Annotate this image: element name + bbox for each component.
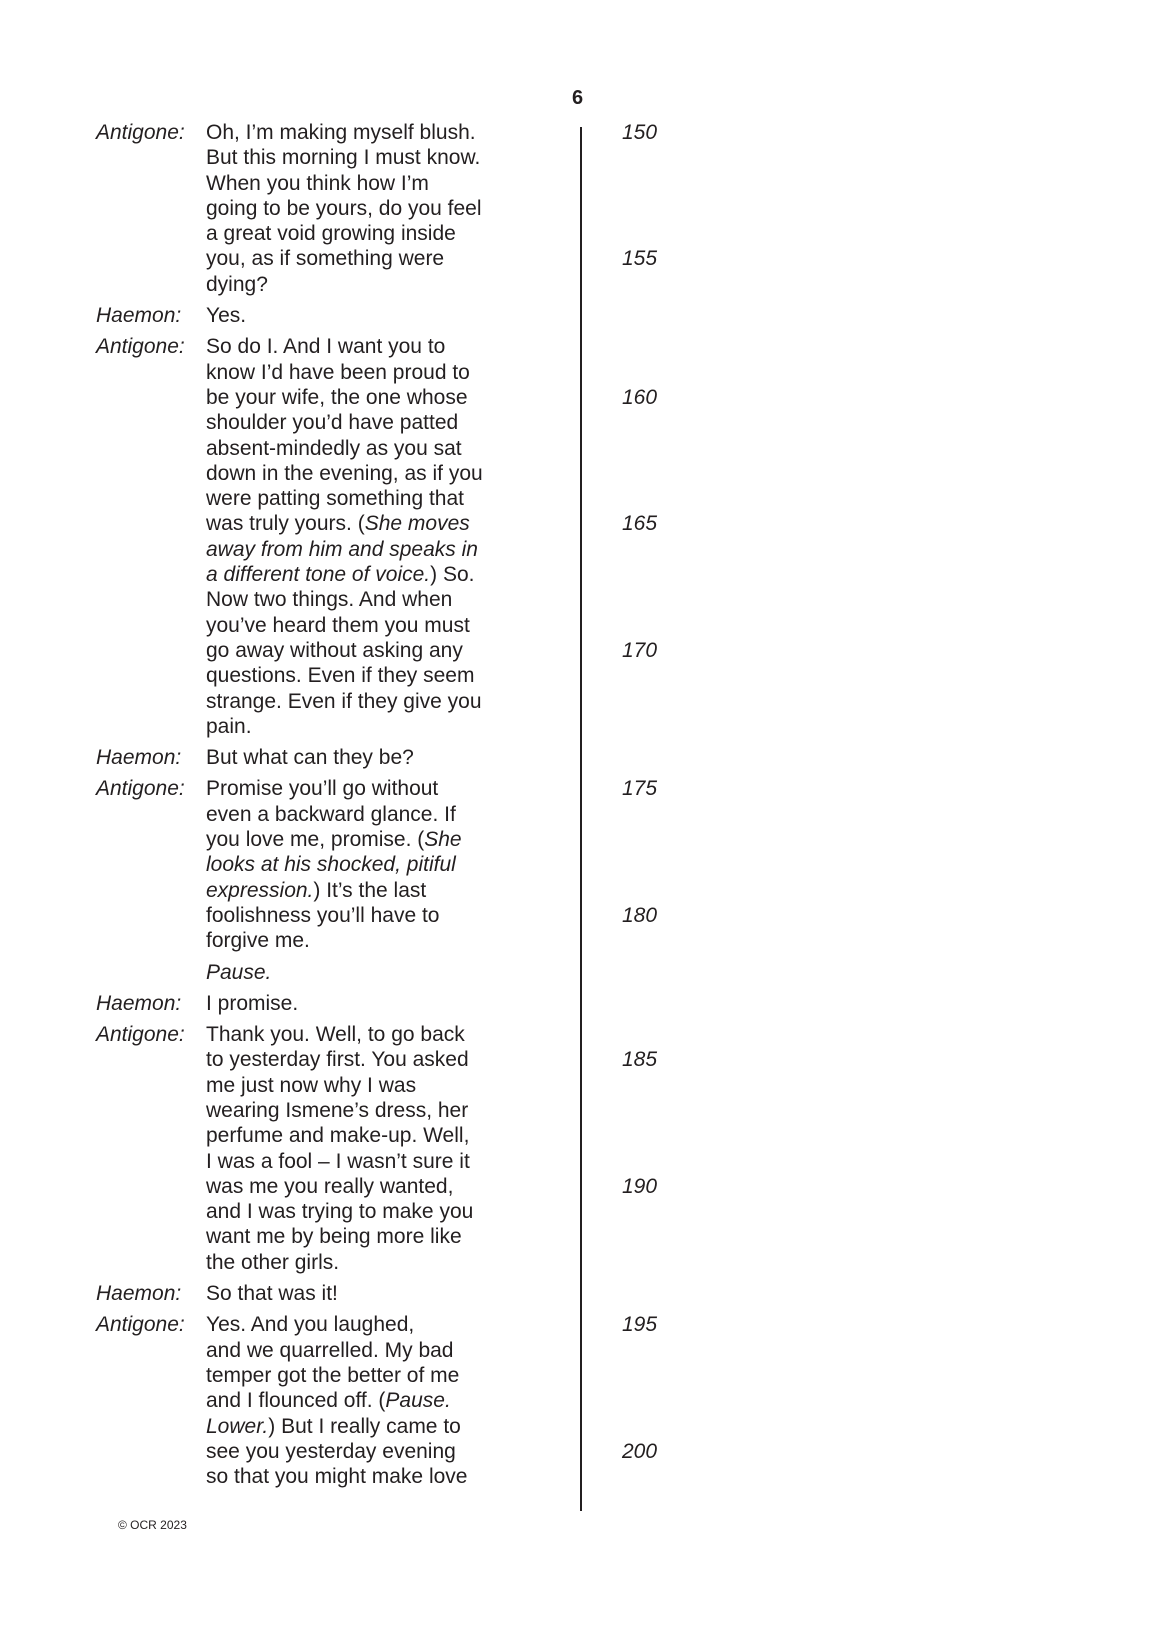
dialogue-entry: [96, 960, 576, 985]
line-text: temper got the better of me: [206, 1363, 460, 1387]
speech-line: [206, 745, 576, 770]
line-text: want me by being more like: [206, 1225, 462, 1249]
speech-line: [206, 827, 576, 852]
dialogue-entry: [96, 1281, 576, 1306]
speech-line: [206, 776, 658, 801]
line-text: even a backward glance. If: [206, 802, 456, 826]
speech-line: [206, 1022, 576, 1047]
dialogue-entry: [96, 776, 658, 953]
dialogue-entry: [96, 334, 658, 739]
speech-line: [206, 1098, 576, 1123]
line-text: the other girls.: [206, 1250, 340, 1274]
dialogue-entry: [96, 991, 576, 1016]
speech-line: [206, 1123, 576, 1148]
line-number: 195: [622, 1313, 658, 1337]
stage-direction-text: Lower.: [206, 1414, 269, 1438]
dialogue-entry: [96, 745, 576, 770]
stage-direction-text: expression.: [206, 878, 314, 902]
line-text: and I flounced off. (: [206, 1389, 386, 1413]
dialogue-entry: [96, 303, 576, 328]
speech-line: [206, 171, 576, 196]
line-text: to yesterday first. You asked: [206, 1048, 469, 1072]
speech-line: [206, 511, 658, 536]
line-text: questions. Even if they seem: [206, 664, 475, 688]
line-number: 200: [622, 1439, 658, 1463]
speech-line: [206, 991, 576, 1016]
speech-lines: [206, 303, 576, 328]
speech-line: [206, 486, 576, 511]
line-text: But what can they be?: [206, 746, 414, 770]
line-text: you love me, promise. (: [206, 828, 425, 852]
line-number: 185: [622, 1048, 658, 1072]
speech-line: [206, 852, 576, 877]
line-text: I was a fool – I wasn’t sure it: [206, 1149, 470, 1173]
line-text: a great void growing inside: [206, 222, 456, 246]
line-text: Promise you’ll go without: [206, 777, 439, 801]
line-text: absent-mindedly as you sat: [206, 436, 462, 460]
line-number: 170: [622, 638, 658, 662]
line-text: So do I. And I want you to: [206, 335, 446, 359]
line-number: 180: [622, 903, 658, 927]
line-text: When you think how I’m: [206, 171, 429, 195]
speech-line: [206, 587, 576, 612]
line-number: 190: [622, 1174, 658, 1198]
line-text: Yes.: [206, 304, 247, 328]
speech-line: [206, 436, 576, 461]
line-text: I promise.: [206, 991, 299, 1015]
line-number: 165: [622, 512, 658, 536]
speech-line: [206, 638, 658, 663]
speaker-name: Antigone:: [96, 1023, 185, 1047]
line-number: 160: [622, 385, 658, 409]
script-text: [96, 120, 658, 1495]
dialogue-entry: [96, 1022, 658, 1275]
line-text: strange. Even if they give you: [206, 689, 482, 713]
stage-direction-text: away from him and speaks in: [206, 537, 478, 561]
line-text: So that was it!: [206, 1282, 338, 1306]
speech-line: [206, 878, 576, 903]
speech-line: [206, 334, 576, 359]
stage-direction-text: Pause.: [206, 960, 272, 984]
line-text: dying?: [206, 272, 268, 296]
stage-direction-text: looks at his shocked, pitiful: [206, 853, 456, 877]
line-text: Yes. And you laughed,: [206, 1313, 415, 1337]
line-text: forgive me.: [206, 929, 310, 953]
speech-line: [206, 928, 576, 953]
speaker-name: Antigone:: [96, 1313, 185, 1337]
speech-lines: [206, 745, 576, 770]
speech-line: [206, 1250, 576, 1275]
line-text: ) But I really came to: [268, 1414, 461, 1438]
speaker-name: Antigone:: [96, 777, 185, 801]
dialogue-entry: [96, 120, 658, 297]
line-text: was me you really wanted,: [206, 1174, 454, 1198]
speech-line: [206, 196, 576, 221]
speech-line: [206, 1363, 576, 1388]
speaker-name: Haemon:: [96, 304, 182, 328]
speech-line: [206, 246, 658, 271]
line-text: so that you might make love: [206, 1465, 468, 1489]
line-text: foolishness you’ll have to: [206, 903, 440, 927]
speech-line: [206, 120, 658, 145]
line-text: and I was trying to make you: [206, 1200, 474, 1224]
margin-rule: [580, 127, 582, 1511]
speech-line: [206, 385, 658, 410]
speaker-name: Haemon:: [96, 1282, 182, 1306]
speech-line: [206, 613, 576, 638]
speech-line: [206, 1388, 576, 1413]
speaker-name: Haemon:: [96, 746, 182, 770]
speech-line: [206, 303, 576, 328]
speech-line: [206, 1224, 576, 1249]
line-number: 175: [622, 777, 658, 801]
speech-line: [206, 960, 576, 985]
line-text: Oh, I’m making myself blush.: [206, 121, 476, 144]
line-text: was truly yours. (: [206, 512, 365, 536]
speech-lines: [206, 1022, 658, 1275]
line-text: pain.: [206, 714, 252, 738]
line-text: know I’d have been proud to: [206, 360, 470, 384]
page-number: 6: [572, 87, 584, 109]
speech-line: [206, 1199, 576, 1224]
speech-line: [206, 1312, 658, 1337]
speech-lines: [206, 120, 658, 297]
speech-line: [206, 537, 576, 562]
speech-line: [206, 1464, 576, 1489]
speech-lines: [206, 776, 658, 953]
line-text: and we quarrelled. My bad: [206, 1338, 454, 1362]
speech-line: [206, 221, 576, 246]
line-text: Now two things. And when: [206, 588, 453, 612]
speech-line: [206, 663, 576, 688]
line-text: But this morning I must know.: [206, 146, 481, 170]
stage-direction-text: a different tone of voice.: [206, 563, 431, 587]
speaker-name: Antigone:: [96, 335, 185, 359]
line-text: down in the evening, as if you: [206, 461, 483, 485]
speech-lines: [206, 960, 576, 985]
stage-direction-text: Pause.: [385, 1389, 451, 1413]
speech-line: [206, 1414, 576, 1439]
speech-line: [206, 1047, 658, 1072]
speech-line: [206, 1338, 576, 1363]
line-text: see you yesterday evening: [206, 1439, 456, 1463]
speech-line: [206, 562, 576, 587]
stage-direction-text: She: [424, 828, 462, 852]
speech-line: [206, 272, 576, 297]
line-text: you’ve heard them you must: [206, 613, 470, 637]
speech-line: [206, 714, 576, 739]
line-text: ) It’s the last: [313, 878, 427, 902]
speech-line: [206, 1174, 658, 1199]
speech-lines: [206, 334, 658, 739]
stage-direction-text: She moves: [364, 512, 470, 536]
line-text: were patting something that: [206, 487, 464, 511]
speech-lines: [206, 1281, 576, 1306]
dialogue-entry: [96, 1312, 658, 1489]
copyright-notice: © OCR 2023: [118, 1518, 187, 1532]
speech-line: [206, 1281, 576, 1306]
speech-line: [206, 145, 576, 170]
speech-lines: [206, 1312, 658, 1489]
speech-line: [206, 461, 576, 486]
line-number: 150: [622, 121, 658, 144]
speech-line: [206, 1073, 576, 1098]
speech-line: [206, 1439, 658, 1464]
line-text: Thank you. Well, to go back: [206, 1023, 465, 1047]
line-text: go away without asking any: [206, 638, 463, 662]
speaker-name: Antigone:: [96, 121, 185, 144]
speech-line: [206, 410, 576, 435]
speech-line: [206, 1149, 576, 1174]
speech-lines: [206, 991, 576, 1016]
line-number: 155: [622, 247, 658, 271]
line-text: wearing Ismene’s dress, her: [206, 1098, 469, 1122]
line-text: shoulder you’d have patted: [206, 411, 459, 435]
speech-line: [206, 802, 576, 827]
speaker-name: Haemon:: [96, 991, 182, 1015]
line-text: you, as if something were: [206, 247, 445, 271]
line-text: ) So.: [430, 563, 475, 587]
speech-line: [206, 689, 576, 714]
line-text: going to be yours, do you feel: [206, 196, 482, 220]
speech-line: [206, 903, 658, 928]
line-text: perfume and make-up. Well,: [206, 1124, 470, 1148]
line-text: be your wife, the one whose: [206, 385, 468, 409]
line-text: me just now why I was: [206, 1073, 417, 1097]
speech-line: [206, 360, 576, 385]
